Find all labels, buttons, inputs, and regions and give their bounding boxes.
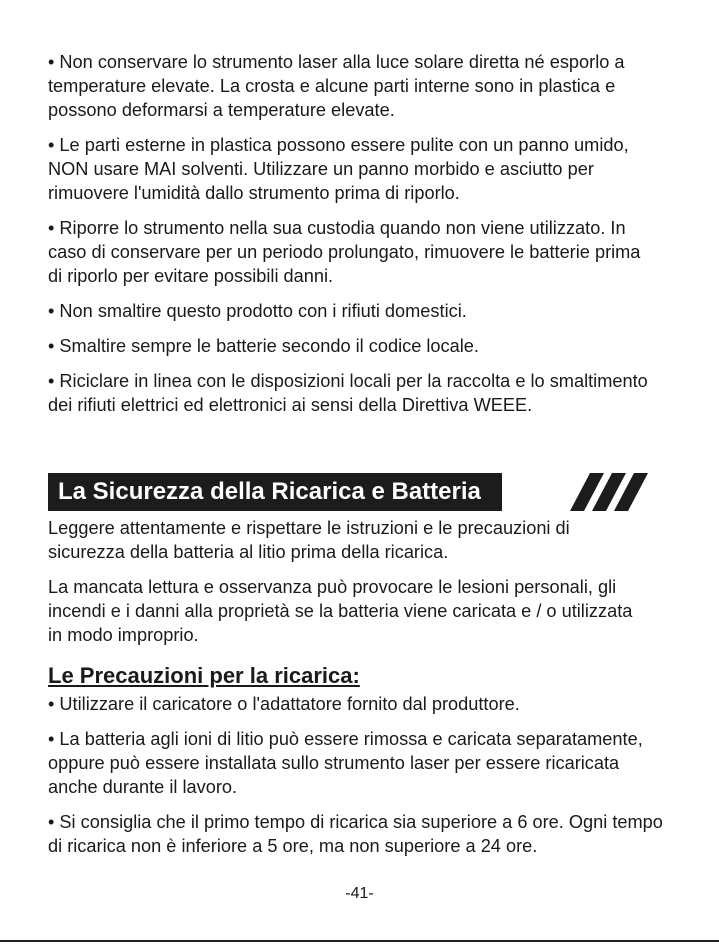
paragraph-sunlight: • Non conservare lo strumento laser alla luce solare diretta né esporlo a temperature elevate. La crosta e alcune parti interne sono in plastica e possono deformarsi a temperature elevate. <box>48 52 625 120</box>
precaution-charger: • Utilizzare il caricatore o l'adattatore fornito dal produttore. <box>48 694 520 714</box>
paragraph-consequences: La mancata lettura e osservanza può provocare le lesioni personali, gli incendi e i danni alla proprietà se la batteria viene caricata e / o utilizzata in modo improprio. <box>48 577 633 645</box>
precautions-heading: Le Precauzioni per la ricarica: <box>48 663 360 688</box>
paragraph-cleaning: • Le parti esterne in plastica possono essere pulite con un panno umido, NON usare MAI solventi. Utilizzare un panno morbido e asciutto per rimuovere l'umidità dallo strumento prima di riporlo. <box>48 135 629 203</box>
bottom-divider <box>0 940 719 942</box>
precautions-list <box>48 692 668 858</box>
paragraph-disposal: • Non smaltire questo prodotto con i rifiuti domestici. <box>48 301 467 321</box>
section-banner <box>48 473 648 511</box>
stripes-decoration <box>558 473 648 511</box>
page-number: -41- <box>345 885 374 902</box>
section-title: La Sicurezza della Ricarica e Batteria <box>48 473 502 511</box>
battery-intro <box>48 516 648 647</box>
precaution-charge-time: • Si consiglia che il primo tempo di ricarica sia superiore a 6 ore. Ogni tempo di ricarica non è inferiore a 5 ore, ma non superiore a 24 ore. <box>48 812 663 856</box>
paragraph-weee: • Riciclare in linea con le disposizioni locali per la raccolta e lo smaltimento dei rifiuti elettrici ed elettronici ai sensi della Direttiva WEEE. <box>48 371 648 415</box>
paragraph-storage: • Riporre lo strumento nella sua custodia quando non viene utilizzato. In caso di conservare per un periodo prolungato, rimuovere le batterie prima di riporlo per evitare possibili danni. <box>48 218 641 286</box>
paragraph-batteries: • Smaltire sempre le batterie secondo il codice locale. <box>48 336 479 356</box>
precaution-removable: • La batteria agli ioni di litio può essere rimossa e caricata separatamente, oppure può essere installata sullo strumento laser per essere ricaricata anche durante il lavoro. <box>48 729 643 797</box>
paragraph-read-instructions: Leggere attentamente e rispettare le istruzioni e le precauzioni di sicurezza della batteria al litio prima della ricarica. <box>48 518 570 562</box>
care-instructions <box>48 50 648 417</box>
